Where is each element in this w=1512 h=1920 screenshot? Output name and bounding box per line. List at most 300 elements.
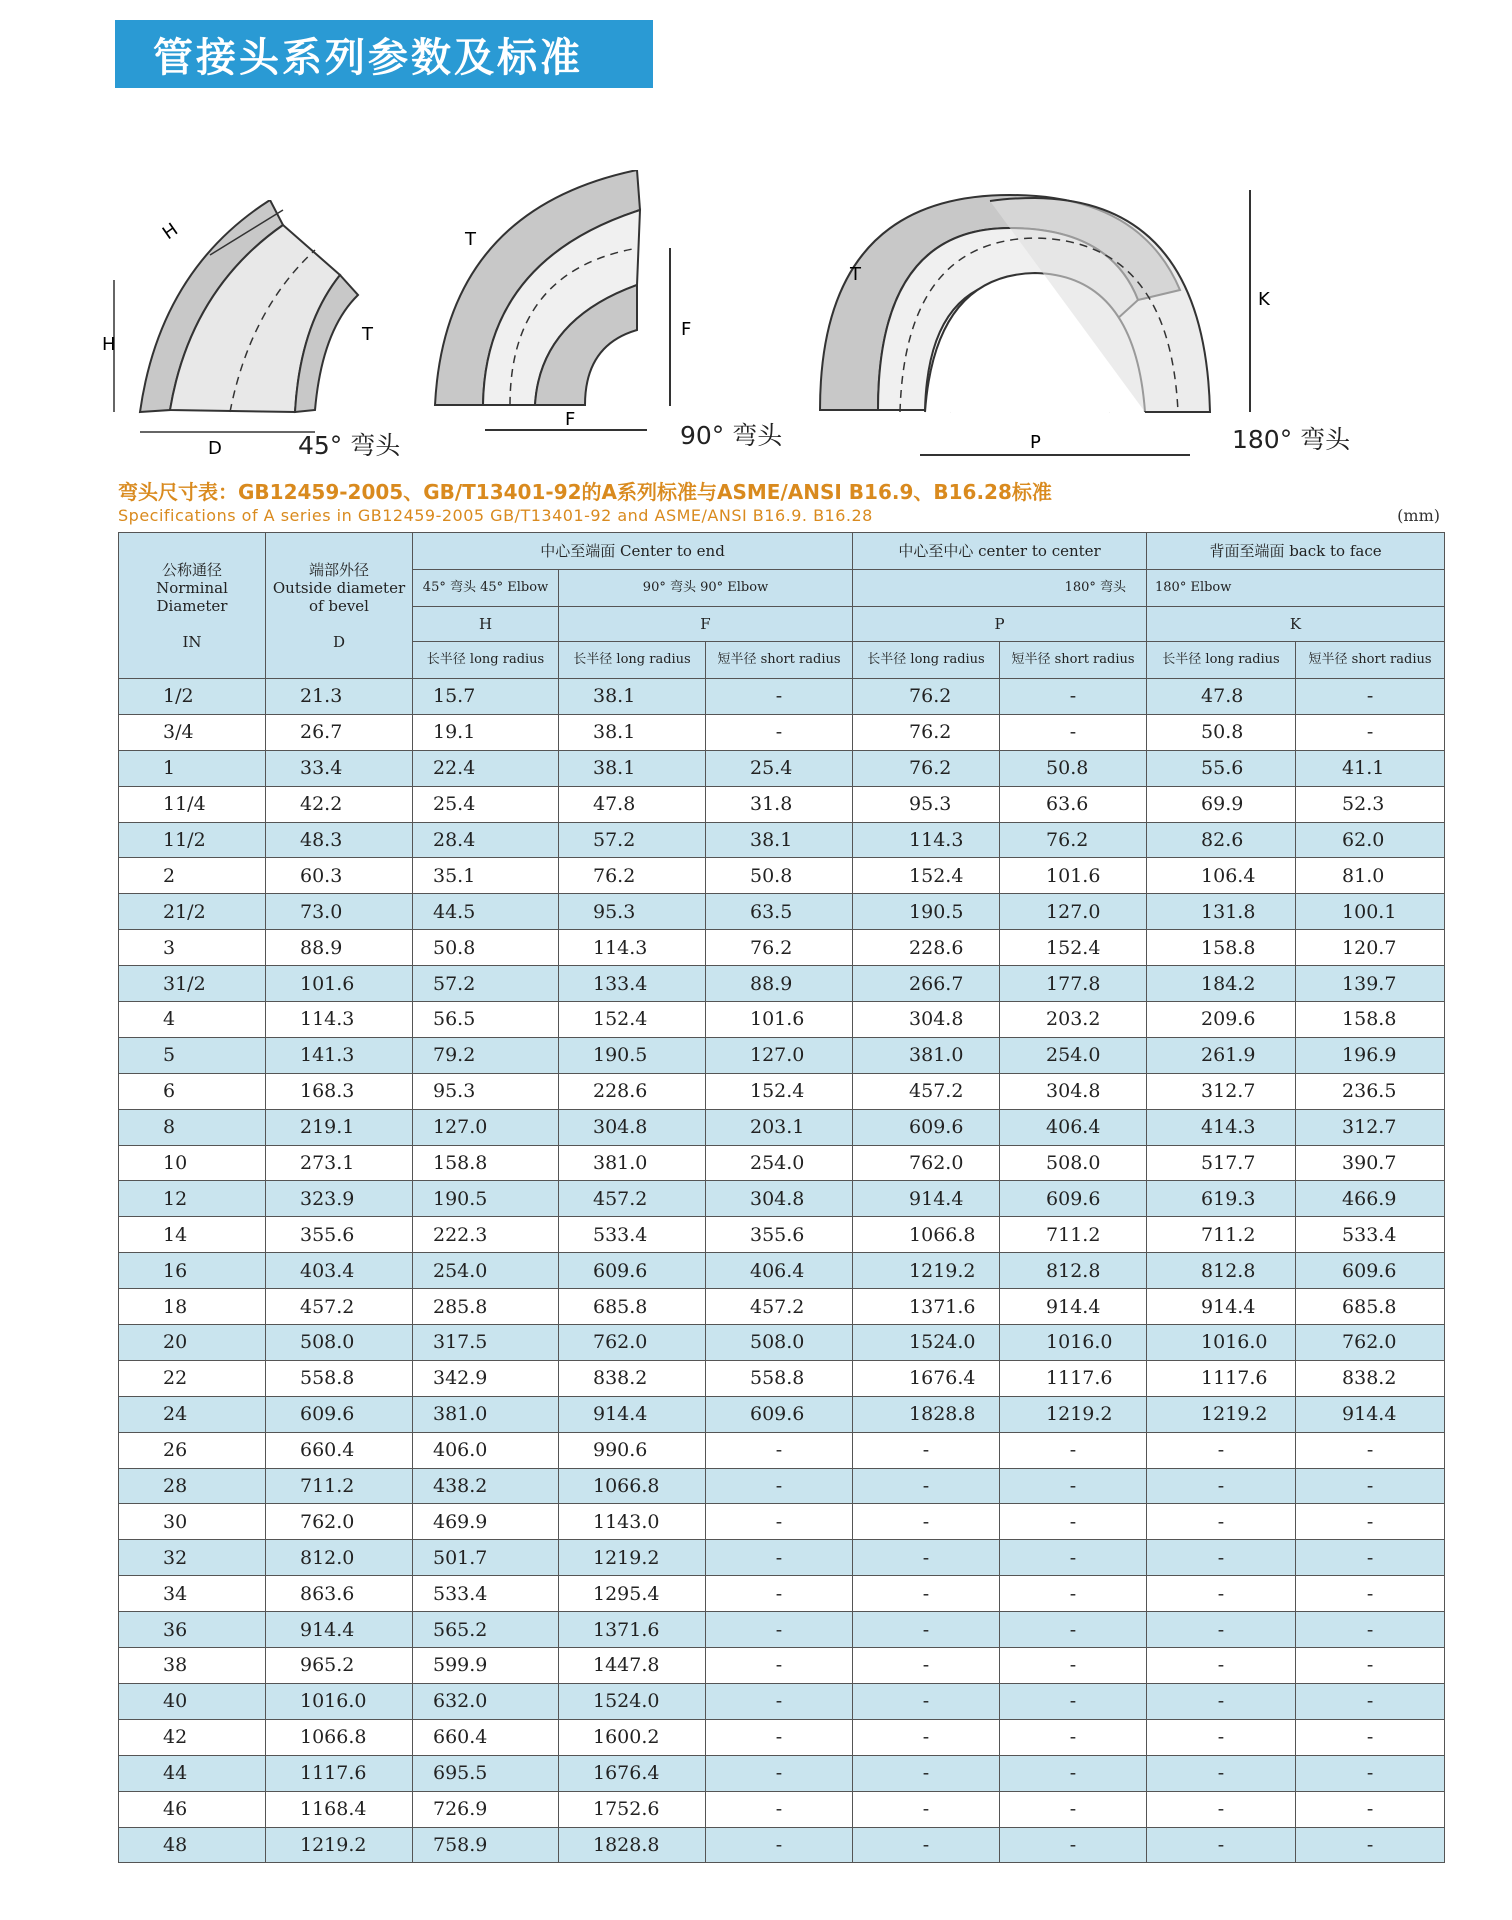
cell-od: 457.2 — [266, 1289, 413, 1325]
cell-k-long: 106.4 — [1147, 858, 1296, 894]
cell-nominal: 11/4 — [119, 786, 266, 822]
table-row — [119, 714, 1445, 750]
cell-p-long: - — [853, 1827, 1000, 1863]
cell-f-long: 190.5 — [559, 1037, 706, 1073]
cell-k-short: 390.7 — [1296, 1145, 1445, 1181]
cell-k-long: 82.6 — [1147, 822, 1296, 858]
cell-p-long: 95.3 — [853, 786, 1000, 822]
table-row — [119, 822, 1445, 858]
cell-f-long: 1676.4 — [559, 1755, 706, 1791]
cell-f-long: 838.2 — [559, 1360, 706, 1396]
cell-f-long: 381.0 — [559, 1145, 706, 1181]
cell-f-short: 254.0 — [706, 1145, 853, 1181]
cell-p-short: - — [1000, 1683, 1147, 1719]
cell-h-long: 438.2 — [413, 1468, 559, 1504]
cell-k-short: - — [1296, 1612, 1445, 1648]
cell-p-short: 1219.2 — [1000, 1396, 1147, 1432]
cell-nominal: 32 — [119, 1540, 266, 1576]
cell-p-long: 76.2 — [853, 679, 1000, 715]
cell-h-long: 158.8 — [413, 1145, 559, 1181]
cell-nominal: 8 — [119, 1109, 266, 1145]
cell-od: 1066.8 — [266, 1719, 413, 1755]
cell-od: 323.9 — [266, 1181, 413, 1217]
header-k-long: 长半径 long radius — [1147, 642, 1296, 679]
cell-nominal: 28 — [119, 1468, 266, 1504]
cell-p-long: 1524.0 — [853, 1325, 1000, 1361]
cell-nominal: 22 — [119, 1360, 266, 1396]
cell-f-long: 1752.6 — [559, 1791, 706, 1827]
cell-h-long: 254.0 — [413, 1253, 559, 1289]
cell-h-long: 222.3 — [413, 1217, 559, 1253]
header-180-elbow-cn: 180° 弯头 — [853, 570, 1147, 607]
cell-nominal: 38 — [119, 1648, 266, 1684]
header-od-en2: of bevel — [309, 596, 369, 615]
cell-h-long: 726.9 — [413, 1791, 559, 1827]
header-center-to-center: 中心至中心 center to center — [853, 533, 1147, 570]
cell-f-long: 1828.8 — [559, 1827, 706, 1863]
cell-k-long: 50.8 — [1147, 714, 1296, 750]
cell-od: 88.9 — [266, 930, 413, 966]
cell-od: 26.7 — [266, 714, 413, 750]
cell-od: 508.0 — [266, 1325, 413, 1361]
header-outside-diameter — [266, 533, 413, 679]
cell-nominal: 11/2 — [119, 822, 266, 858]
header-p-long: 长半径 long radius — [853, 642, 1000, 679]
cell-k-short: - — [1296, 1540, 1445, 1576]
cell-od: 48.3 — [266, 822, 413, 858]
cell-k-short: 685.8 — [1296, 1289, 1445, 1325]
cell-p-long: 76.2 — [853, 750, 1000, 786]
header-nominal-diameter — [119, 533, 266, 679]
elbow-90-caption: 90° 弯头 — [680, 421, 783, 450]
cell-nominal: 4 — [119, 1002, 266, 1038]
cell-k-short: 52.3 — [1296, 786, 1445, 822]
cell-p-short: - — [1000, 1540, 1147, 1576]
cell-nominal: 3 — [119, 930, 266, 966]
cell-k-short: 196.9 — [1296, 1037, 1445, 1073]
cell-f-long: 1295.4 — [559, 1576, 706, 1612]
table-row — [119, 1396, 1445, 1432]
cell-f-short: 508.0 — [706, 1325, 853, 1361]
cell-f-long: 57.2 — [559, 822, 706, 858]
cell-h-long: 406.0 — [413, 1432, 559, 1468]
table-row — [119, 1073, 1445, 1109]
cell-h-long: 25.4 — [413, 786, 559, 822]
cell-k-short: 41.1 — [1296, 750, 1445, 786]
header-center-to-end: 中心至端面 Center to end — [413, 533, 853, 570]
cell-f-short: 31.8 — [706, 786, 853, 822]
cell-k-short: - — [1296, 1827, 1445, 1863]
table-row — [119, 1002, 1445, 1038]
cell-h-long: 469.9 — [413, 1504, 559, 1540]
cell-od: 60.3 — [266, 858, 413, 894]
diagram-label-t-90: T — [465, 229, 476, 250]
cell-f-short: 101.6 — [706, 1002, 853, 1038]
cell-p-short: 63.6 — [1000, 786, 1147, 822]
cell-p-long: 304.8 — [853, 1002, 1000, 1038]
cell-k-long: - — [1147, 1827, 1296, 1863]
cell-nominal: 16 — [119, 1253, 266, 1289]
cell-p-short: 609.6 — [1000, 1181, 1147, 1217]
cell-od: 403.4 — [266, 1253, 413, 1289]
cell-p-short: 1016.0 — [1000, 1325, 1147, 1361]
cell-nominal: 1/2 — [119, 679, 266, 715]
table-row — [119, 1576, 1445, 1612]
table-row — [119, 1432, 1445, 1468]
cell-od: 273.1 — [266, 1145, 413, 1181]
cell-k-long: 1016.0 — [1147, 1325, 1296, 1361]
table-row — [119, 1612, 1445, 1648]
header-od-en1: Outside diameter — [272, 578, 406, 597]
cell-od: 1016.0 — [266, 1683, 413, 1719]
cell-h-long: 22.4 — [413, 750, 559, 786]
diagram-label-h2: H — [102, 334, 116, 355]
header-h-long: 长半径 long radius — [413, 642, 559, 679]
cell-p-short: 711.2 — [1000, 1217, 1147, 1253]
cell-p-short: 101.6 — [1000, 858, 1147, 894]
cell-f-short: 25.4 — [706, 750, 853, 786]
cell-f-long: 914.4 — [559, 1396, 706, 1432]
cell-od: 168.3 — [266, 1073, 413, 1109]
cell-k-long: 414.3 — [1147, 1109, 1296, 1145]
cell-p-short: 177.8 — [1000, 966, 1147, 1002]
cell-nominal: 20 — [119, 1325, 266, 1361]
cell-f-long: 762.0 — [559, 1325, 706, 1361]
cell-p-long: 1371.6 — [853, 1289, 1000, 1325]
cell-k-short: - — [1296, 1719, 1445, 1755]
cell-f-long: 38.1 — [559, 750, 706, 786]
cell-f-long: 38.1 — [559, 679, 706, 715]
header-nominal-en1: Norminal — [156, 578, 228, 597]
cell-od: 355.6 — [266, 1217, 413, 1253]
header-p: P — [853, 607, 1147, 642]
cell-nominal: 21/2 — [119, 894, 266, 930]
cell-k-short: 762.0 — [1296, 1325, 1445, 1361]
cell-k-long: - — [1147, 1540, 1296, 1576]
cell-k-long: 158.8 — [1147, 930, 1296, 966]
cell-k-short: - — [1296, 1432, 1445, 1468]
cell-p-short: 127.0 — [1000, 894, 1147, 930]
table-row — [119, 1540, 1445, 1576]
elbow-spec-table — [118, 532, 1445, 1863]
diagram-label-d: D — [208, 438, 222, 459]
table-row — [119, 966, 1445, 1002]
cell-h-long: 533.4 — [413, 1576, 559, 1612]
cell-k-short: 236.5 — [1296, 1073, 1445, 1109]
cell-p-long: 190.5 — [853, 894, 1000, 930]
table-row — [119, 1827, 1445, 1863]
cell-f-short: 457.2 — [706, 1289, 853, 1325]
cell-p-short: - — [1000, 1648, 1147, 1684]
cell-nominal: 34 — [119, 1576, 266, 1612]
cell-f-long: 533.4 — [559, 1217, 706, 1253]
cell-f-short: - — [706, 1683, 853, 1719]
cell-od: 114.3 — [266, 1002, 413, 1038]
cell-p-short: - — [1000, 1612, 1147, 1648]
cell-od: 609.6 — [266, 1396, 413, 1432]
cell-od: 863.6 — [266, 1576, 413, 1612]
cell-h-long: 342.9 — [413, 1360, 559, 1396]
cell-k-long: - — [1147, 1612, 1296, 1648]
cell-k-short: - — [1296, 679, 1445, 715]
table-row — [119, 750, 1445, 786]
cell-p-long: - — [853, 1648, 1000, 1684]
cell-nominal: 48 — [119, 1827, 266, 1863]
cell-f-short: - — [706, 679, 853, 715]
cell-f-long: 76.2 — [559, 858, 706, 894]
cell-k-long: 517.7 — [1147, 1145, 1296, 1181]
elbow-45-caption: 45° 弯头 — [298, 431, 401, 460]
cell-k-long: 711.2 — [1147, 1217, 1296, 1253]
cell-p-short: 76.2 — [1000, 822, 1147, 858]
cell-p-short: - — [1000, 1504, 1147, 1540]
cell-f-short: - — [706, 1755, 853, 1791]
cell-k-short: 81.0 — [1296, 858, 1445, 894]
elbow-180-diagram — [810, 180, 1310, 460]
cell-p-short: - — [1000, 714, 1147, 750]
cell-od: 812.0 — [266, 1540, 413, 1576]
cell-f-long: 1219.2 — [559, 1540, 706, 1576]
cell-nominal: 30 — [119, 1504, 266, 1540]
cell-nominal: 10 — [119, 1145, 266, 1181]
table-row — [119, 1109, 1445, 1145]
cell-k-short: 609.6 — [1296, 1253, 1445, 1289]
cell-p-long: 1219.2 — [853, 1253, 1000, 1289]
table-row — [119, 1217, 1445, 1253]
cell-nominal: 6 — [119, 1073, 266, 1109]
cell-p-long: 1676.4 — [853, 1360, 1000, 1396]
cell-k-short: - — [1296, 714, 1445, 750]
cell-h-long: 15.7 — [413, 679, 559, 715]
cell-k-long: 131.8 — [1147, 894, 1296, 930]
cell-p-short: 50.8 — [1000, 750, 1147, 786]
cell-od: 914.4 — [266, 1612, 413, 1648]
cell-k-long: - — [1147, 1576, 1296, 1612]
header-180-elbow-en: 180° Elbow — [1147, 570, 1445, 607]
cell-nominal: 26 — [119, 1432, 266, 1468]
table-row — [119, 930, 1445, 966]
cell-h-long: 19.1 — [413, 714, 559, 750]
cell-h-long: 35.1 — [413, 858, 559, 894]
cell-h-long: 28.4 — [413, 822, 559, 858]
cell-h-long: 50.8 — [413, 930, 559, 966]
table-row — [119, 786, 1445, 822]
table-row — [119, 1683, 1445, 1719]
table-row — [119, 894, 1445, 930]
diagram-label-h1: H — [158, 219, 182, 245]
cell-p-long: 914.4 — [853, 1181, 1000, 1217]
cell-p-long: 1066.8 — [853, 1217, 1000, 1253]
header-45-elbow: 45° 弯头 45° Elbow — [413, 570, 559, 607]
cell-p-long: 266.7 — [853, 966, 1000, 1002]
cell-k-short: - — [1296, 1791, 1445, 1827]
cell-f-short: 38.1 — [706, 822, 853, 858]
cell-f-short: - — [706, 1504, 853, 1540]
cell-k-short: - — [1296, 1755, 1445, 1791]
cell-p-long: 152.4 — [853, 858, 1000, 894]
cell-f-long: 1447.8 — [559, 1648, 706, 1684]
cell-f-short: 304.8 — [706, 1181, 853, 1217]
cell-p-short: - — [1000, 679, 1147, 715]
page-title: 管接头系列参数及标准 — [153, 34, 583, 81]
cell-f-long: 47.8 — [559, 786, 706, 822]
cell-h-long: 317.5 — [413, 1325, 559, 1361]
cell-f-short: - — [706, 1719, 853, 1755]
elbow-diagrams — [0, 170, 1512, 470]
elbow-90-diagram — [425, 170, 725, 450]
cell-nominal: 31/2 — [119, 966, 266, 1002]
cell-h-long: 56.5 — [413, 1002, 559, 1038]
cell-h-long: 565.2 — [413, 1612, 559, 1648]
cell-k-short: - — [1296, 1648, 1445, 1684]
cell-od: 73.0 — [266, 894, 413, 930]
header-f-long: 长半径 long radius — [559, 642, 706, 679]
cell-k-long: 69.9 — [1147, 786, 1296, 822]
header-od-cn: 端部外径 — [308, 560, 369, 579]
cell-p-long: - — [853, 1612, 1000, 1648]
cell-od: 660.4 — [266, 1432, 413, 1468]
cell-od: 1117.6 — [266, 1755, 413, 1791]
cell-f-long: 1600.2 — [559, 1719, 706, 1755]
cell-k-short: 466.9 — [1296, 1181, 1445, 1217]
cell-f-long: 1066.8 — [559, 1468, 706, 1504]
cell-f-long: 133.4 — [559, 966, 706, 1002]
cell-p-long: 609.6 — [853, 1109, 1000, 1145]
cell-k-long: 261.9 — [1147, 1037, 1296, 1073]
cell-od: 141.3 — [266, 1037, 413, 1073]
header-nominal-en2: Diameter — [156, 596, 228, 615]
cell-k-short: 100.1 — [1296, 894, 1445, 930]
cell-h-long: 190.5 — [413, 1181, 559, 1217]
spec-title-cn: 弯头尺寸表：GB12459-2005、GB/T13401-92的A系列标准与ASME/ANSI B16.9、B16.28标准 — [118, 480, 1052, 504]
cell-k-long: - — [1147, 1791, 1296, 1827]
cell-k-short: 62.0 — [1296, 822, 1445, 858]
cell-od: 21.3 — [266, 679, 413, 715]
cell-k-short: 158.8 — [1296, 1002, 1445, 1038]
cell-f-short: 203.1 — [706, 1109, 853, 1145]
cell-p-long: - — [853, 1576, 1000, 1612]
cell-f-long: 457.2 — [559, 1181, 706, 1217]
cell-h-long: 599.9 — [413, 1648, 559, 1684]
diagram-label-p: P — [1030, 432, 1041, 453]
header-90-elbow: 90° 弯头 90° Elbow — [559, 570, 853, 607]
cell-f-long: 95.3 — [559, 894, 706, 930]
cell-k-long: - — [1147, 1683, 1296, 1719]
cell-p-long: 381.0 — [853, 1037, 1000, 1073]
cell-p-long: 1828.8 — [853, 1396, 1000, 1432]
cell-h-long: 79.2 — [413, 1037, 559, 1073]
cell-f-long: 685.8 — [559, 1289, 706, 1325]
cell-p-long: 762.0 — [853, 1145, 1000, 1181]
header-k: K — [1147, 607, 1445, 642]
cell-k-long: 312.7 — [1147, 1073, 1296, 1109]
cell-h-long: 44.5 — [413, 894, 559, 930]
cell-od: 42.2 — [266, 786, 413, 822]
cell-f-long: 1524.0 — [559, 1683, 706, 1719]
cell-nominal: 44 — [119, 1755, 266, 1791]
cell-p-short: 304.8 — [1000, 1073, 1147, 1109]
cell-f-short: 50.8 — [706, 858, 853, 894]
cell-f-long: 304.8 — [559, 1109, 706, 1145]
table-row — [119, 1325, 1445, 1361]
cell-od: 558.8 — [266, 1360, 413, 1396]
cell-p-long: - — [853, 1504, 1000, 1540]
diagram-label-t: T — [362, 324, 373, 345]
cell-h-long: 758.9 — [413, 1827, 559, 1863]
cell-k-short: 838.2 — [1296, 1360, 1445, 1396]
table-row — [119, 1253, 1445, 1289]
cell-h-long: 695.5 — [413, 1755, 559, 1791]
cell-k-long: 184.2 — [1147, 966, 1296, 1002]
table-row — [119, 1145, 1445, 1181]
cell-nominal: 1 — [119, 750, 266, 786]
cell-f-short: - — [706, 714, 853, 750]
elbow-45-diagram — [100, 200, 440, 460]
cell-k-short: 120.7 — [1296, 930, 1445, 966]
cell-k-short: 914.4 — [1296, 1396, 1445, 1432]
cell-p-long: - — [853, 1540, 1000, 1576]
cell-p-long: - — [853, 1755, 1000, 1791]
cell-f-long: 114.3 — [559, 930, 706, 966]
cell-p-short: 152.4 — [1000, 930, 1147, 966]
cell-f-short: 406.4 — [706, 1253, 853, 1289]
cell-h-long: 660.4 — [413, 1719, 559, 1755]
cell-f-short: 355.6 — [706, 1217, 853, 1253]
cell-k-short: - — [1296, 1504, 1445, 1540]
cell-p-short: 812.8 — [1000, 1253, 1147, 1289]
cell-k-long: 619.3 — [1147, 1181, 1296, 1217]
cell-p-short: 406.4 — [1000, 1109, 1147, 1145]
cell-f-long: 1371.6 — [559, 1612, 706, 1648]
cell-nominal: 24 — [119, 1396, 266, 1432]
cell-od: 33.4 — [266, 750, 413, 786]
spec-title-en: Specifications of A series in GB12459-2005 GB/T13401-92 and ASME/ANSI B16.9. B16.28 — [118, 506, 873, 525]
cell-k-long: 914.4 — [1147, 1289, 1296, 1325]
cell-p-long: 76.2 — [853, 714, 1000, 750]
cell-nominal: 46 — [119, 1791, 266, 1827]
cell-p-long: 457.2 — [853, 1073, 1000, 1109]
cell-p-long: - — [853, 1432, 1000, 1468]
table-row — [119, 1468, 1445, 1504]
cell-p-short: 508.0 — [1000, 1145, 1147, 1181]
cell-nominal: 3/4 — [119, 714, 266, 750]
cell-f-short: - — [706, 1612, 853, 1648]
diagram-label-f-vert: F — [681, 319, 692, 340]
cell-f-long: 990.6 — [559, 1432, 706, 1468]
cell-nominal: 2 — [119, 858, 266, 894]
cell-p-short: - — [1000, 1791, 1147, 1827]
table-row — [119, 1181, 1445, 1217]
header-f: F — [559, 607, 853, 642]
diagram-label-k: K — [1258, 289, 1270, 310]
header-p-short: 短半径 short radius — [1000, 642, 1147, 679]
cell-nominal: 18 — [119, 1289, 266, 1325]
cell-p-short: - — [1000, 1468, 1147, 1504]
table-row — [119, 1719, 1445, 1755]
cell-k-long: 812.8 — [1147, 1253, 1296, 1289]
cell-nominal: 14 — [119, 1217, 266, 1253]
cell-f-short: 127.0 — [706, 1037, 853, 1073]
table-row — [119, 1504, 1445, 1540]
cell-p-long: 228.6 — [853, 930, 1000, 966]
cell-f-short: 63.5 — [706, 894, 853, 930]
cell-f-long: 609.6 — [559, 1253, 706, 1289]
cell-k-short: - — [1296, 1468, 1445, 1504]
header-nominal-unit: IN — [182, 632, 202, 651]
cell-p-long: - — [853, 1683, 1000, 1719]
cell-od: 1168.4 — [266, 1791, 413, 1827]
cell-f-short: 88.9 — [706, 966, 853, 1002]
